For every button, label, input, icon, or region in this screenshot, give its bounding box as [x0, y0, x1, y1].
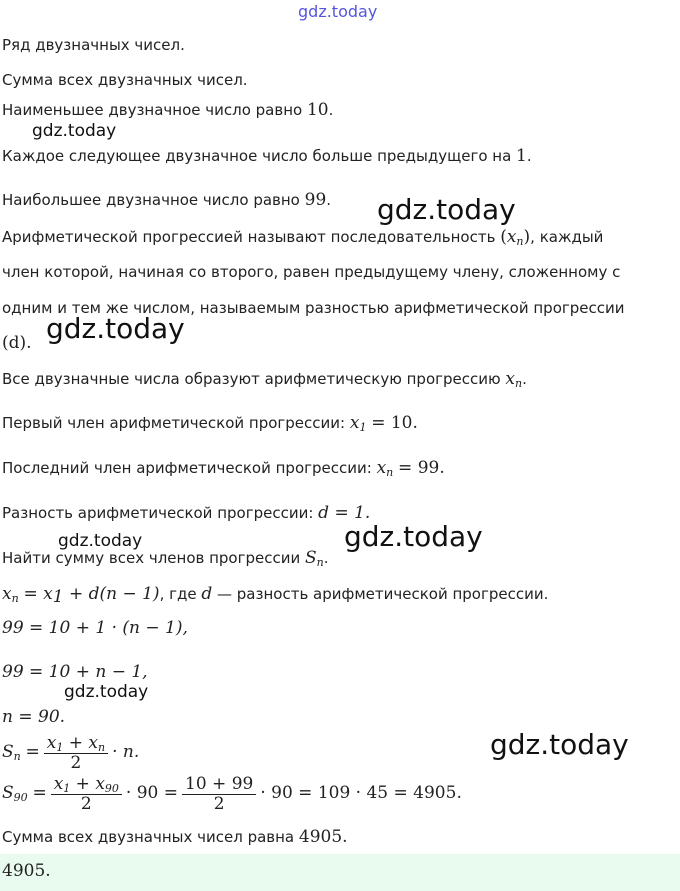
definition-line-4: (d). [2, 333, 32, 353]
formula-2: 99 = 10 + 1 · (n − 1), [2, 618, 188, 638]
watermark: gdz.today [344, 520, 483, 553]
definition-line-1: Арифметической прогрессией называют последовательность $(x_n)$, каждый [2, 227, 604, 248]
watermark: gdz.today [58, 531, 143, 551]
line-3: Наименьшее двузначное число равно 10. [2, 100, 334, 120]
formula-1: $x_n = x_1 + d(n - 1)$, где d — разность арифметической прогрессии. [2, 584, 549, 607]
watermark: gdz.today [32, 121, 117, 141]
line-6: Все двузначные числа образуют арифметическую прогрессию $x_n$. [2, 369, 527, 390]
answer-value: 4905. [2, 861, 51, 881]
definition-line-3: одним и тем же числом, называемым разностью арифметической прогрессии [2, 299, 625, 317]
line-4: Каждое следующее двузначное число больше предыдущего на 1. [2, 146, 532, 166]
line-2: Сумма всех двузначных чисел. [2, 71, 248, 89]
watermark: gdz.today [377, 193, 516, 226]
line-9: Разность арифметической прогрессии: d = 1. [2, 503, 371, 523]
definition-line-2: член которой, начиная со второго, равен предыдущему члену, сложенному с [2, 263, 621, 281]
formula-3: 99 = 10 + n − 1, [2, 662, 148, 682]
watermark: gdz.today [490, 728, 629, 761]
line-1: Ряд двузначных чисел. [2, 36, 185, 54]
formula-sum: $S_n$ = $\frac{x_1 + x_n}{2}$ · n. [2, 733, 140, 773]
line-10: Найти сумму всех членов прогрессии $S_n$. [2, 548, 329, 569]
watermark-top: gdz.today [298, 2, 378, 21]
sum-line: Сумма всех двузначных чисел равна 4905. [2, 827, 348, 847]
formula-4: n = 90. [2, 707, 66, 727]
formula-sum-90: $S_{90}$ = $\frac{x_1 + x_{90}}{2}$ · 90 = $\frac{10 + 99}{2}$ · 90 = 109 · 45 = 4905. [2, 774, 462, 814]
line-7: Первый член арифметической прогрессии: $x_1 = 10$. [2, 413, 418, 434]
watermark: gdz.today [46, 312, 185, 345]
watermark: gdz.today [64, 682, 149, 702]
answer-box [0, 854, 680, 891]
line-8: Последний член арифметической прогрессии: $x_n = 99$. [2, 458, 445, 479]
line-5: Наибольшее двузначное число равно 99. [2, 190, 332, 210]
